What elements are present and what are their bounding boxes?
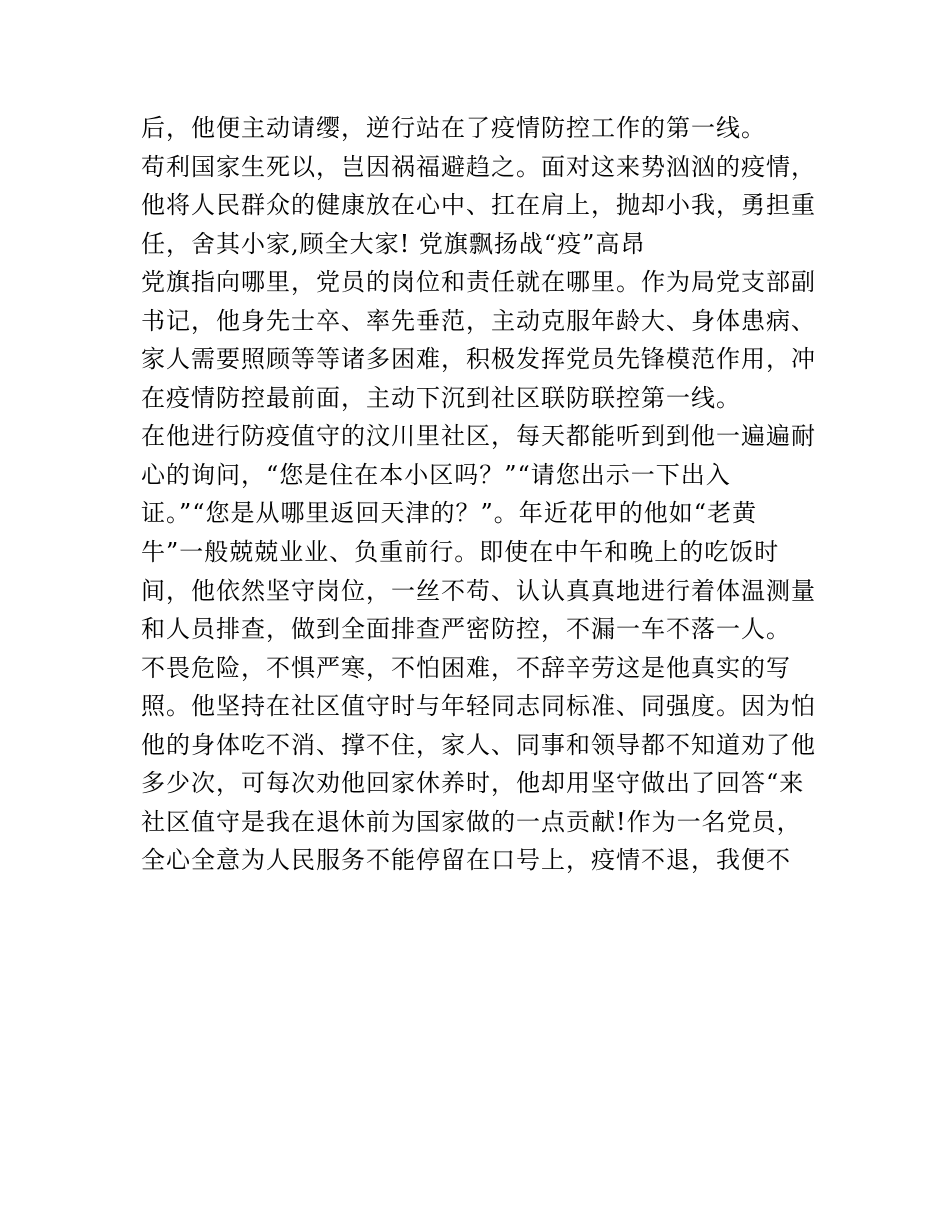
text-line: 心的询问，“您是住在本小区吗？”“请您出示一下出入 [141, 460, 731, 489]
text-line: 全心全意为人民服务不能停留在口号上，疫情不退，我便不 [141, 846, 791, 875]
text-line: 在他进行防疫值守的汶川里社区，每天都能听到到他一遍遍耐 [141, 422, 816, 451]
text-line: 证。”“您是从哪里返回天津的？”。年近花甲的他如“老黄 [141, 499, 758, 528]
text-line: 后，他便主动请缨，逆行站在了疫情防控工作的第一线。 [141, 114, 766, 142]
text-line: 照。他坚持在社区值守时与年轻同志同标准、同强度。因为怕 [141, 692, 816, 721]
text-line: 不畏危险，不惧严寒，不怕困难，不辞辛劳这是他真实的写 [141, 653, 791, 682]
text-line: 任，舍其小家,顾全大家! 党旗飘扬战“疫”高昂 [141, 229, 646, 258]
text-line: 社区值守是我在退休前为国家做的一点贡献!作为一名党员， [141, 807, 802, 836]
text-line: 苟利国家生死以，岂因祸福避趋之。面对这来势汹汹的疫情， [141, 152, 816, 181]
text-line: 和人员排查，做到全面排查严密防控，不漏一车不落一人。 [141, 615, 791, 644]
text-line: 多少次，可每次劝他回家休养时，他却用坚守做出了回答“来 [141, 769, 805, 798]
text-line: 书记，他身先士卒、率先垂范，主动克服年龄大、身体患病、 [141, 306, 816, 335]
text-line: 他将人民群众的健康放在心中、扛在肩上，抛却小我，勇担重 [141, 191, 816, 220]
text-line: 间，他依然坚守岗位，一丝不苟、认认真真地进行着体温测量 [141, 576, 816, 605]
text-line: 家人需要照顾等等诸多困难，积极发挥党员先锋模范作用，冲 [141, 345, 816, 374]
text-line: 在疫情防控最前面，主动下沉到社区联防联控第一线。 [141, 383, 741, 412]
text-line: 他的身体吃不消、撑不住，家人、同事和领导都不知道劝了他 [141, 730, 816, 759]
text-line: 党旗指向哪里，党员的岗位和责任就在哪里。作为局党支部副 [141, 268, 816, 297]
document-body [141, 109, 821, 880]
text-line: 牛”一般兢兢业业、负重前行。即使在中午和晚上的吃饭时 [141, 538, 780, 567]
